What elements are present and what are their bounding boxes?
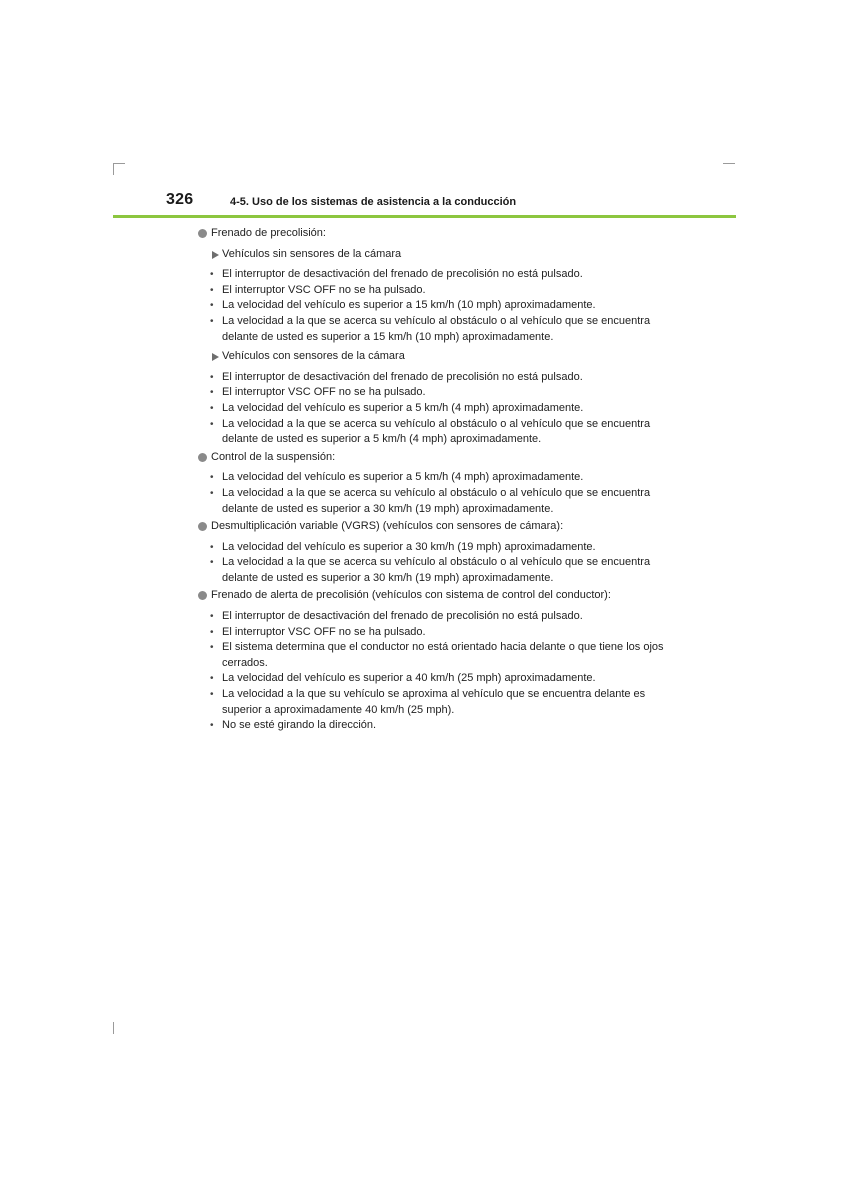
subsection-heading (212, 247, 668, 263)
dot-bullet-icon: • (210, 673, 214, 685)
condition-list (198, 609, 668, 734)
list-item-text: El sistema determina que el conductor no está orientado hacia delante o que tiene los ojos cerrados. (222, 641, 664, 669)
circle-bullet-icon (198, 453, 207, 462)
subsection-heading-text: Vehículos con sensores de la cámara (222, 350, 405, 363)
list-item (198, 283, 668, 299)
list-item-text: La velocidad del vehículo es superior a 40 km/h (25 mph) aproximadamente. (222, 672, 596, 685)
list-item-text: La velocidad del vehículo es superior a 30 km/h (19 mph) aproximadamente. (222, 540, 596, 553)
list-item (198, 470, 668, 486)
dot-bullet-icon: • (210, 284, 214, 296)
section-pre-collision-braking (198, 226, 668, 448)
circle-bullet-icon (198, 229, 207, 238)
crop-mark-top-right (723, 163, 735, 164)
list-item (198, 687, 668, 718)
dot-bullet-icon: • (210, 269, 214, 281)
dot-bullet-icon: • (210, 472, 214, 484)
dot-bullet-icon: • (210, 300, 214, 312)
section-pre-collision-alert-braking (198, 588, 668, 733)
header-rule (113, 215, 736, 218)
dot-bullet-icon: • (210, 371, 214, 383)
list-item-text: La velocidad a la que se acerca su vehículo al obstáculo o al vehículo que se encuentra delante de usted es superior a 30 km/h (19 mph) aproximadamente. (222, 556, 651, 584)
list-item (198, 625, 668, 641)
subsection-heading-text: Vehículos sin sensores de la cámara (222, 247, 402, 260)
dot-bullet-icon: • (210, 611, 214, 623)
list-item-text: El interruptor VSC OFF no se ha pulsado. (222, 386, 426, 399)
triangle-bullet-icon (212, 353, 219, 361)
section-heading-text: Frenado de precolisión: (211, 227, 326, 239)
list-item-text: La velocidad a la que se acerca su vehículo al obstáculo o al vehículo que se encuentra delante de usted es superior a 15 km/h (10 mph) aproximadamente. (222, 314, 651, 343)
list-item (198, 370, 668, 386)
list-item-text: El interruptor VSC OFF no se ha pulsado. (222, 625, 426, 638)
list-item (198, 640, 668, 671)
section-heading (198, 588, 668, 604)
circle-bullet-icon (198, 522, 207, 531)
crop-mark-top-left-vertical (113, 163, 114, 175)
page-content (198, 226, 668, 736)
condition-list (198, 540, 668, 587)
section-heading (198, 226, 668, 242)
list-item (198, 540, 668, 556)
condition-list (198, 370, 668, 448)
list-item-text: La velocidad a la que se acerca su vehículo al obstáculo o al vehículo que se encuentra delante de usted es superior a 5 km/h (4 mph) aproximadamente. (222, 417, 651, 446)
section-vgrs (198, 519, 668, 586)
list-item (198, 314, 668, 345)
list-item (198, 718, 668, 734)
dot-bullet-icon: • (210, 315, 214, 327)
list-item (198, 385, 668, 401)
dot-bullet-icon: • (210, 387, 214, 399)
list-item (198, 671, 668, 687)
section-suspension-control (198, 450, 668, 517)
condition-list (198, 267, 668, 345)
list-item (198, 298, 668, 314)
crop-mark-top-left-horizontal (113, 163, 125, 164)
condition-list (198, 470, 668, 517)
section-heading-text: Desmultiplicación variable (VGRS) (vehículos con sensores de cámara): (211, 520, 564, 533)
triangle-bullet-icon (212, 251, 219, 259)
dot-bullet-icon: • (210, 402, 214, 414)
dot-bullet-icon: • (210, 418, 214, 430)
list-item (198, 267, 668, 283)
subsection-heading (212, 349, 668, 365)
dot-bullet-icon: • (210, 626, 214, 638)
list-item-text: No se esté girando la dirección. (222, 719, 377, 732)
section-heading (198, 519, 668, 535)
list-item-text: La velocidad a la que se acerca su vehículo al obstáculo o al vehículo que se encuentra delante de usted es superior a 30 km/h (19 mph) aproximadamente. (222, 486, 651, 515)
list-item (198, 401, 668, 417)
page-number: 326 (166, 191, 194, 208)
dot-bullet-icon: • (210, 720, 214, 732)
dot-bullet-icon: • (210, 642, 214, 654)
section-heading (198, 450, 668, 466)
list-item-text: La velocidad del vehículo es superior a 15 km/h (10 mph) aproximadamente. (222, 299, 596, 312)
dot-bullet-icon: • (210, 487, 214, 499)
list-item (198, 609, 668, 625)
section-title: 4-5. Uso de los sistemas de asistencia a la conducción (230, 196, 517, 208)
list-item (198, 486, 668, 517)
dot-bullet-icon: • (210, 557, 214, 569)
circle-bullet-icon (198, 591, 207, 600)
list-item (198, 555, 668, 586)
list-item-text: La velocidad a la que su vehículo se aproxima al vehículo que se encuentra delante es superior a aproximadamente 40 km/h (25 mph). (222, 688, 646, 716)
crop-mark-bottom-left (113, 1022, 114, 1034)
list-item-text: El interruptor de desactivación del frenado de precolisión no está pulsado. (222, 610, 583, 623)
list-item-text: El interruptor de desactivación del frenado de precolisión no está pulsado. (222, 370, 583, 383)
section-heading-text: Frenado de alerta de precolisión (vehículos con sistema de control del conductor): (211, 589, 611, 602)
list-item-text: La velocidad del vehículo es superior a 5 km/h (4 mph) aproximadamente. (222, 401, 584, 414)
dot-bullet-icon: • (210, 689, 214, 701)
list-item-text: El interruptor VSC OFF no se ha pulsado. (222, 283, 426, 296)
list-item-text: El interruptor de desactivación del frenado de precolisión no está pulsado. (222, 268, 583, 281)
dot-bullet-icon: • (210, 541, 214, 553)
list-item (198, 417, 668, 448)
list-item-text: La velocidad del vehículo es superior a 5 km/h (4 mph) aproximadamente. (222, 471, 584, 484)
section-heading-text: Control de la suspensión: (211, 450, 336, 463)
